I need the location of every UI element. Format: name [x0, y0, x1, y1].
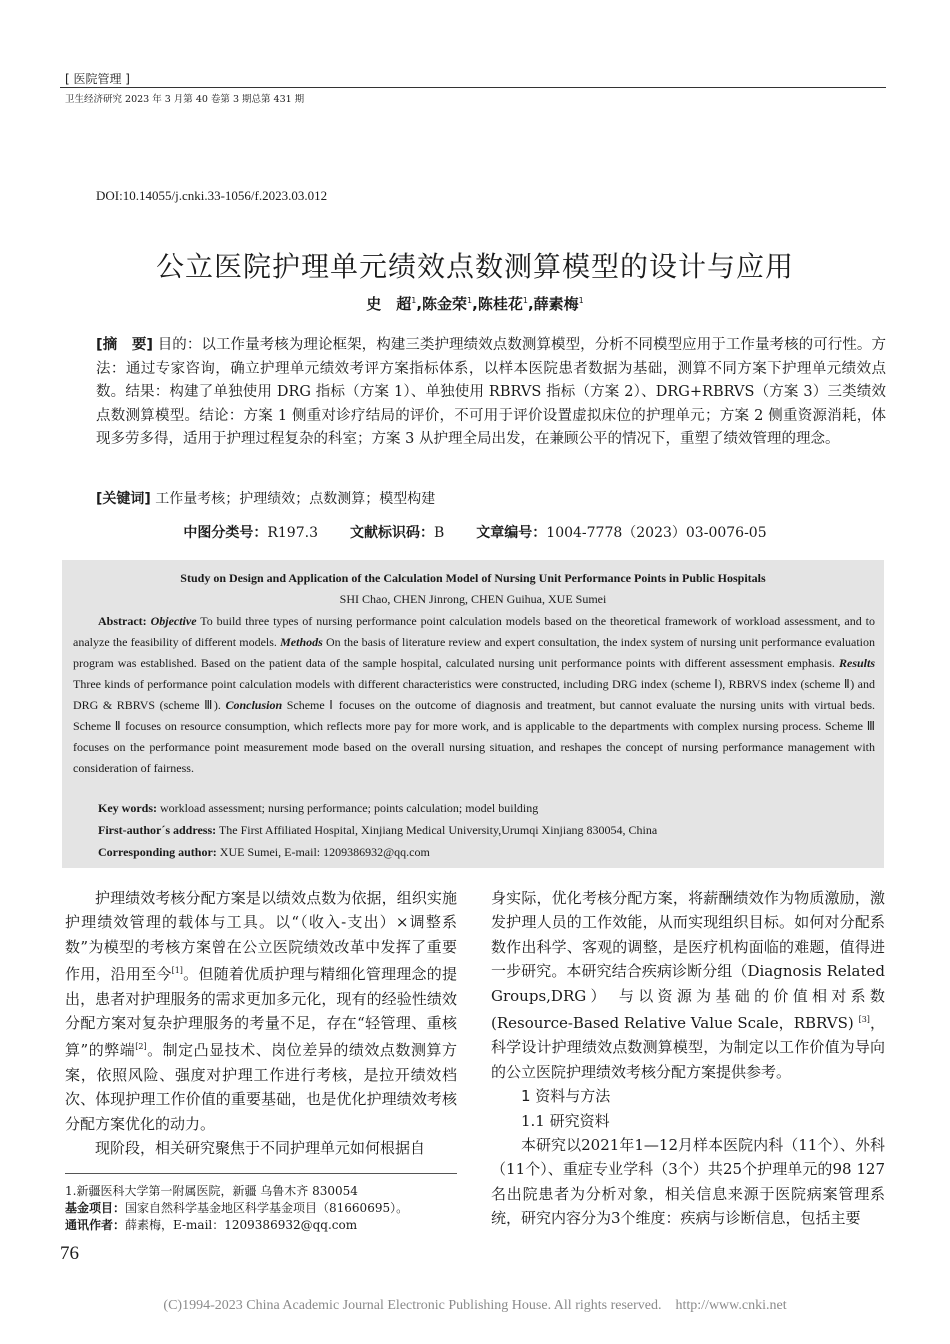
english-title: Study on Design and Application of the Calculation Model of Nursing Unit Performance Points in Public Hospitals	[180, 571, 766, 585]
author-name: 陈桂花	[477, 295, 523, 313]
clc-label: 中图分类号：	[183, 525, 268, 541]
header-rule	[60, 87, 886, 88]
keywords-cn-label: [关键词]	[96, 491, 151, 507]
fund-note	[65, 1200, 465, 1217]
footnote-rule	[65, 1173, 457, 1174]
body-text: ，科学设计护理绩效点数测算模型，为制定以工作价值为导向的公立医院护理绩效考核分配方案提供参考。	[491, 1014, 885, 1081]
author-affil: 1	[411, 296, 417, 305]
corr-label: 通讯作者：	[65, 1218, 126, 1232]
english-keywords	[98, 801, 538, 816]
results-label: Results	[839, 656, 876, 670]
english-corresponding	[98, 845, 430, 860]
keywords-cn-text: 工作量考核；护理绩效；点数测算；模型构建	[155, 491, 436, 507]
doc-code-label: 文献标识码：	[349, 525, 434, 541]
page-number: 76	[60, 1243, 79, 1264]
fund-text: 国家自然科学基金地区科学基金项目（81660695）。	[125, 1201, 409, 1215]
body-text: 。但随着优质护理与精细化管理理念的提出，患者对护理服务的需求更加多元化，现有的经验性绩效分配方案对复杂护理服务的考量不足，存在“轻管理、重核算”的弊端	[65, 965, 457, 1060]
body-paragraph	[65, 886, 457, 1136]
abstract-cn-text: 目的：以工作量考核为理论框架，构建三类护理绩效点数测算模型，分析不同模型应用于工作量考核的可行性。方法：通过专家咨询，确立护理单元绩效考评方案指标体系，以样本医院患者数据为基础，测算不同方案下护理单元绩效点数。结果：构建了单独使用 DRG 指标（方案 1）、单独使用 RBRVS 指标（方案 2）、DRG+RBRVS（方案 3）三类绩效点数测算模型。结论：方案 1 侧重对诊疗结局的评价，不可用于评价设置虚拟床位的护理单元；方案 2 侧重资源消耗，体现多劳多得，适用于护理过程复杂的科室；方案 3 从护理全局出发，在兼顾公平的情况下，重塑了绩效管理的理念。	[96, 337, 887, 447]
citation[interactable]: [1]	[171, 966, 183, 976]
results-text: Three kinds of performance point calculation models with different characteristics were constructed, including DRG index (scheme Ⅰ), RBRVS index (scheme Ⅱ) and DRG & RBRVS (scheme Ⅲ).	[73, 677, 875, 712]
body-text: 护理绩效考核分配方案是以绩效点数为依据，组织实施护理绩效管理的载体与工具。以“（收入-支出）×调整系数”为模型的考核方案曾在公立医院绩效改革中发挥了重要作用，沿用至今	[65, 889, 457, 984]
clc-value: R197.3	[267, 525, 318, 541]
objective-text: To build three types of nursing performance point calculation models based on the theoretical framework of workload assessment, and to analyze the feasibility of different models.	[73, 614, 875, 649]
citation[interactable]: [3]	[858, 1015, 870, 1025]
conclusion-text: Scheme Ⅰ focuses on the outcome of diagnosis and treatment, but cannot evaluate the nursing units with virtual beds. Scheme Ⅱ focuses on resource consumption, which reflects more pay for more work, and is applicable to the departments with complex nursing process. Scheme Ⅲ focuses on the performance point measurement mode based on the overall nursing situation, and reshapes the concept of nursing performance management with consideration of fairness.	[73, 698, 876, 775]
author-affil: 1	[578, 296, 584, 305]
methods-label: Methods	[280, 635, 323, 649]
conclusion-label: Conclusion	[225, 698, 283, 712]
subsection-heading: 1.1 研究资料	[521, 1111, 610, 1130]
english-address	[98, 823, 657, 838]
body-paragraph	[491, 886, 885, 1084]
section-heading: 1 资料与方法	[521, 1087, 611, 1106]
abstract-label: Abstract:	[98, 614, 147, 628]
copyright-text: (C)1994-2023 China Academic Journal Electronic Publishing House. All rights reserved.	[163, 1298, 662, 1313]
author-affil: 1	[467, 296, 473, 305]
footnotes	[65, 1183, 465, 1234]
citation[interactable]: [2]	[135, 1042, 147, 1052]
corresponding-note	[65, 1217, 465, 1234]
journal-info: 卫生经济研究 2023 年 3 月第 40 卷第 3 期总第 431 期	[65, 94, 305, 105]
objective-label: Objective	[150, 614, 197, 628]
author-list: 史 超$^1$,陈金荣$^1$,陈桂花$^1$,薛素梅$^1$	[366, 295, 584, 313]
classification-line	[60, 522, 890, 542]
en-keywords-text: workload assessment; nursing performance; points calculation; model building	[160, 801, 539, 815]
methods-text: On the basis of literature review and expert consultation, the index system of nursing unit performance evaluation program was established. Based on the patient data of the sample hospital, calculated nursing unit performance points with different assessment emphasis.	[73, 635, 876, 670]
abstract-cn-label: [摘 要]	[96, 337, 154, 353]
author-affil: 1	[522, 296, 528, 305]
body-text: 身实际，优化考核分配方案，将薪酬绩效作为物质激励，激发护理人员的工作效能，从而实现组织目标。如何对分配系数作出科学、客观的调整，是医疗机构面临的难题，值得进一步研究。本研究结合疾病诊断分组（Diagnosis Related Groups,DRG） 与以资源为基础的价值相对系数(Resource-Based Relative Value Scale，RBRVS)	[491, 889, 885, 1033]
article-number-label: 文章编号：	[476, 525, 547, 541]
abstract-cn	[96, 334, 886, 452]
section-label: [ 医院管理 ]	[65, 72, 130, 86]
body-paragraph: 本研究以2021年1—12月样本医院内科（11个）、外科（11个）、重症专业学科（3个）共25个护理单元的98 127名出院患者为分析对象，相关信息来源于医院病案管理系统，研究内容分为3个维度：疾病与诊断信息，包括主要	[491, 1136, 885, 1228]
english-authors: SHI Chao, CHEN Jinrong, CHEN Guihua, XUE Sumei	[339, 592, 607, 606]
doi: DOI:10.14055/j.cnki.33-1056/f.2023.03.012	[96, 188, 328, 203]
en-corr-text: XUE Sumei, E-mail: 1209386932@qq.com	[219, 845, 430, 859]
keywords-cn	[96, 488, 886, 508]
body-text: 。制定凸显技术、岗位差异的绩效点数测算方案，依照风险、强度对护理工作进行考核，是拉开绩效档次、体现护理工作价值的重要基础，也是优化护理绩效考核分配方案优化的动力。	[65, 1041, 457, 1133]
english-abstract	[73, 611, 875, 779]
author-name: 陈金荣	[422, 295, 468, 313]
body-left-column	[65, 886, 457, 1160]
en-keywords-label: Key words:	[98, 801, 157, 815]
affiliation-note: 1.新疆医科大学第一附属医院，新疆 乌鲁木齐 830054	[65, 1184, 358, 1198]
paper-title: 公立医院护理单元绩效点数测算模型的设计与应用	[155, 249, 794, 283]
author-name: 史 超	[366, 295, 412, 313]
doc-code-value: B	[433, 525, 445, 541]
article-number-value: 1004-7778（2023）03-0076-05	[546, 525, 767, 541]
body-right-column	[491, 886, 885, 1231]
copyright-footer	[0, 1298, 950, 1314]
fund-label: 基金项目：	[65, 1201, 126, 1215]
en-address-text: The First Affiliated Hospital, Xinjiang Medical University,Urumqi Xinjiang 830054, China	[218, 823, 658, 837]
copyright-url[interactable]: http://www.cnki.net	[675, 1298, 787, 1313]
author-name: 薛素梅	[533, 295, 579, 313]
en-address-label: First-author´s address:	[98, 823, 217, 837]
corr-text: 薛素梅，E-mail：1209386932@qq.com	[125, 1218, 358, 1232]
en-corr-label: Corresponding author:	[98, 845, 217, 859]
body-paragraph: 现阶段，相关研究聚焦于不同护理单元如何根据自	[95, 1139, 426, 1158]
